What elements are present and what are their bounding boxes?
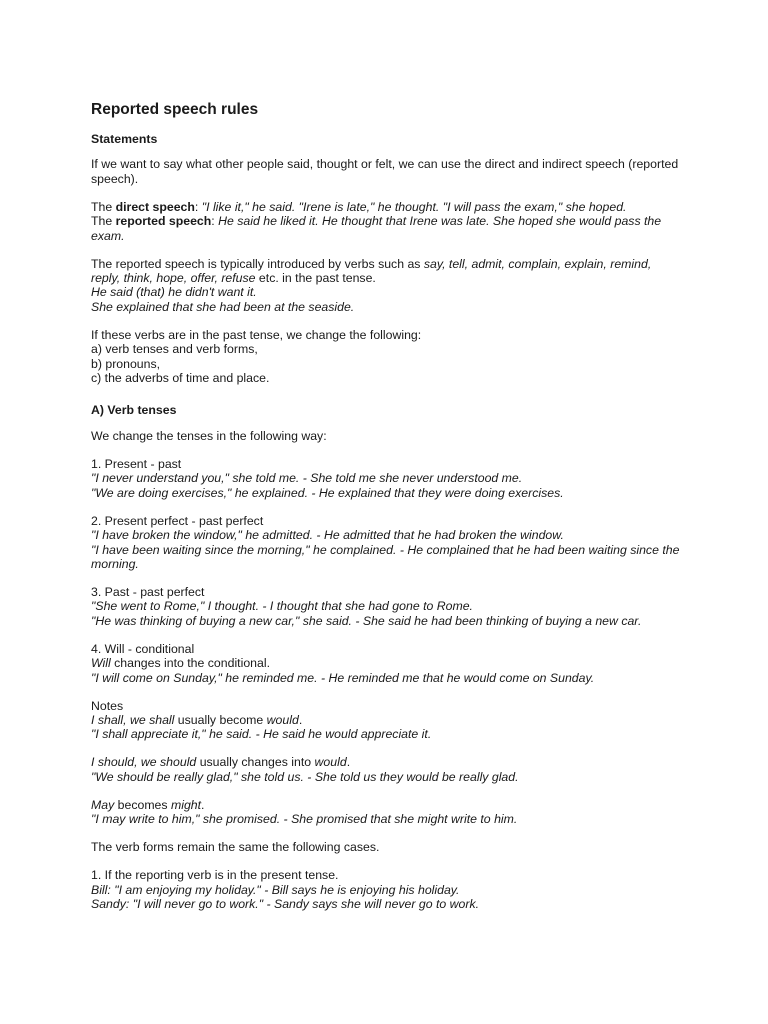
text-fragment: The bbox=[91, 199, 116, 214]
text-fragment: The bbox=[91, 214, 116, 229]
rule-label: 1. Present - past bbox=[91, 456, 182, 471]
reported-speech-example: He said he liked it. He thought that Irene was late. She hoped she would pass the exam. bbox=[91, 214, 662, 243]
note-rule bbox=[91, 713, 681, 727]
page-title: Reported speech rules bbox=[91, 101, 259, 118]
introducing-verbs-text: The reported speech is typically introduced by verbs such as bbox=[91, 256, 424, 271]
verb-tenses-intro: We change the tenses in the following way: bbox=[91, 428, 327, 443]
example-line: "I shall appreciate it," he said. - He said he would appreciate it. bbox=[91, 727, 432, 742]
introducing-verbs-suffix: etc. in the past tense. bbox=[255, 271, 376, 286]
term-direct-speech: direct speech bbox=[115, 199, 195, 214]
example-line: "She went to Rome," I thought. - I thought that she had gone to Rome. bbox=[91, 599, 473, 614]
rule-label: 3. Past - past perfect bbox=[91, 584, 205, 599]
note-words: I shall, we shall bbox=[91, 712, 175, 727]
term-will: Will bbox=[91, 656, 111, 671]
direct-speech-line bbox=[91, 200, 681, 214]
changes-intro: If these verbs are in the past tense, we change the following: bbox=[91, 327, 422, 342]
text-fragment: usually changes into bbox=[196, 755, 315, 770]
rule-present-perfect bbox=[91, 514, 681, 572]
example-line: "I will come on Sunday," he reminded me. - He reminded me that he would come on Sunday. bbox=[91, 670, 595, 685]
rule-present-past bbox=[91, 457, 681, 500]
rule-label: 2. Present perfect - past perfect bbox=[91, 513, 264, 528]
note-rule bbox=[91, 798, 681, 812]
note-shall bbox=[91, 699, 681, 742]
note-target: would bbox=[314, 755, 347, 770]
note-target: might bbox=[170, 797, 202, 812]
text-fragment: usually become bbox=[174, 712, 267, 727]
note-target: would bbox=[266, 712, 299, 727]
note-may bbox=[91, 798, 681, 827]
example-line: "I have been waiting since the morning," he complained. - He complained that he had been waiting since the morning. bbox=[91, 542, 680, 571]
text-fragment: becomes bbox=[114, 797, 171, 812]
example-line: "I never understand you," she told me. - She told me she never understood me. bbox=[91, 471, 523, 486]
example-line: She explained that she had been at the seaside. bbox=[91, 299, 355, 314]
example-line: Bill: "I am enjoying my holiday." - Bill says he is enjoying his holiday. bbox=[91, 882, 460, 897]
example-line: "We are doing exercises," he explained. - He explained that they were doing exercises. bbox=[91, 485, 564, 500]
note-words: I should, we should bbox=[91, 755, 197, 770]
statements-intro: If we want to say what other people said, thought or felt, we can use the direct and indirect speech (reported speech). bbox=[91, 157, 679, 186]
changes-list bbox=[91, 328, 681, 386]
note-rule bbox=[91, 755, 681, 769]
section-heading-verb-tenses: A) Verb tenses bbox=[91, 403, 177, 418]
example-line: "I may write to him," she promised. - She promised that she might write to him. bbox=[91, 812, 518, 827]
note-should bbox=[91, 755, 681, 784]
rule-label: 4. Will - conditional bbox=[91, 641, 195, 656]
example-line: "We should be really glad," she told us. - She told us they would be really glad. bbox=[91, 769, 519, 784]
introducing-verbs-paragraph bbox=[91, 257, 681, 315]
will-explanation bbox=[91, 656, 681, 670]
list-item: c) the adverbs of time and place. bbox=[91, 371, 270, 386]
remain-same-text: The verb forms remain the same the following cases. bbox=[91, 840, 380, 855]
text-fragment: changes into the conditional. bbox=[110, 656, 270, 671]
direct-speech-example: "I like it," he said. "Irene is late," he thought. "I will pass the exam," she hoped. bbox=[201, 199, 627, 214]
list-item: a) verb tenses and verb forms, bbox=[91, 342, 258, 357]
text-fragment: : bbox=[194, 199, 202, 214]
text-fragment: . bbox=[298, 712, 303, 727]
case-label: 1. If the reporting verb is in the present tense. bbox=[91, 868, 339, 883]
rule-past bbox=[91, 585, 681, 628]
list-item: b) pronouns, bbox=[91, 356, 161, 371]
case-present-reporting bbox=[91, 868, 681, 911]
term-reported-speech: reported speech bbox=[115, 214, 212, 229]
reported-speech-line bbox=[91, 214, 681, 243]
example-line: He said (that) he didn't want it. bbox=[91, 285, 257, 300]
section-heading-statements: Statements bbox=[91, 132, 158, 146]
text-fragment: : bbox=[211, 214, 219, 229]
text-fragment: . bbox=[201, 797, 205, 812]
example-line: "I have broken the window," he admitted. - He admitted that he had broken the window. bbox=[91, 528, 564, 543]
example-line: "He was thinking of buying a new car," she said. - She said he had been thinking of buying a new car. bbox=[91, 613, 642, 628]
introducing-verbs-list: say, tell, admit, complain, explain, remind, reply, think, hope, offer, refuse bbox=[91, 256, 652, 286]
notes-label: Notes bbox=[91, 698, 124, 713]
direct-reported-definitions bbox=[91, 200, 681, 243]
example-line: Sandy: "I will never go to work." - Sandy says she will never go to work. bbox=[91, 896, 480, 911]
document-body bbox=[91, 100, 681, 925]
text-fragment: . bbox=[346, 755, 351, 770]
note-words: May bbox=[91, 797, 115, 812]
rule-will bbox=[91, 642, 681, 685]
